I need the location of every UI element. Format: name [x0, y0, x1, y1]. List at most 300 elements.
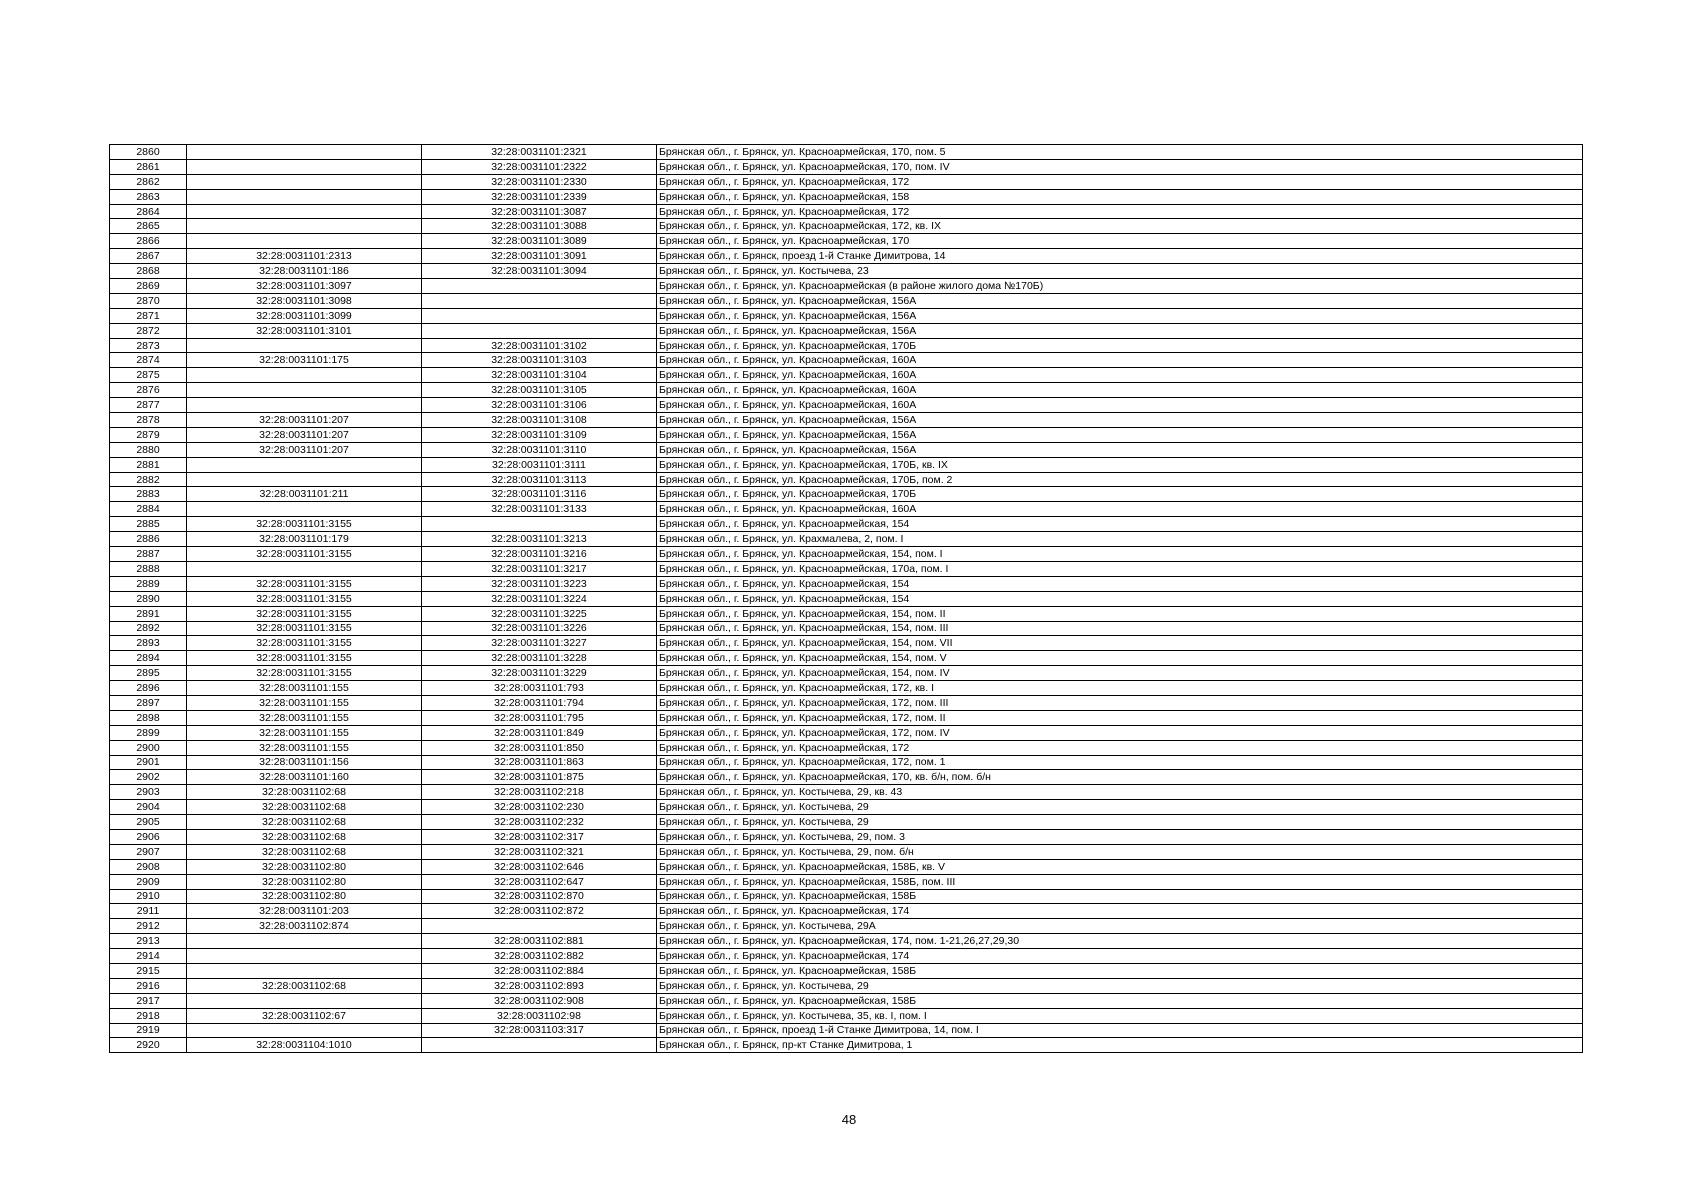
address-cell: Брянская обл., г. Брянск, ул. Красноармейская, 154, пом. V [657, 651, 1583, 666]
source-cadastral-number-cell [187, 502, 422, 517]
cadastral-number-cell [422, 308, 657, 323]
source-cadastral-number-cell: 32:28:0031101:3155 [187, 606, 422, 621]
row-number-cell: 2866 [110, 234, 187, 249]
source-cadastral-number-cell [187, 145, 422, 160]
source-cadastral-number-cell: 32:28:0031102:80 [187, 889, 422, 904]
table-row [110, 145, 1583, 160]
address-cell: Брянская обл., г. Брянск, проезд 1-й Станке Димитрова, 14, пом. I [657, 1023, 1583, 1038]
source-cadastral-number-cell: 32:28:0031101:179 [187, 532, 422, 547]
cadastral-number-cell: 32:28:0031101:794 [422, 695, 657, 710]
address-cell: Брянская обл., г. Брянск, ул. Красноармейская, 156А [657, 442, 1583, 457]
registry-table [109, 144, 1583, 1053]
address-cell: Брянская обл., г. Брянск, ул. Красноармейская, 170Б, кв. IX [657, 457, 1583, 472]
source-cadastral-number-cell: 32:28:0031101:160 [187, 770, 422, 785]
address-cell: Брянская обл., г. Брянск, ул. Красноармейская (в районе жилого дома №170Б) [657, 279, 1583, 294]
address-cell: Брянская обл., г. Брянск, ул. Красноармейская, 156А [657, 427, 1583, 442]
table-row [110, 234, 1583, 249]
table-row [110, 487, 1583, 502]
cadastral-number-cell: 32:28:0031102:230 [422, 800, 657, 815]
row-number-cell: 2887 [110, 547, 187, 562]
cadastral-number-cell: 32:28:0031101:2330 [422, 174, 657, 189]
table-row [110, 859, 1583, 874]
row-number-cell: 2905 [110, 815, 187, 830]
source-cadastral-number-cell: 32:28:0031102:68 [187, 815, 422, 830]
cadastral-number-cell: 32:28:0031101:3111 [422, 457, 657, 472]
address-cell: Брянская обл., г. Брянск, ул. Красноармейская, 170а, пом. I [657, 561, 1583, 576]
cadastral-number-cell: 32:28:0031102:893 [422, 978, 657, 993]
cadastral-number-cell: 32:28:0031102:646 [422, 859, 657, 874]
table-row [110, 249, 1583, 264]
row-number-cell: 2871 [110, 308, 187, 323]
table-row [110, 606, 1583, 621]
source-cadastral-number-cell [187, 368, 422, 383]
cadastral-number-cell: 32:28:0031101:3104 [422, 368, 657, 383]
address-cell: Брянская обл., г. Брянск, ул. Крахмалева, 2, пом. I [657, 532, 1583, 547]
source-cadastral-number-cell: 32:28:0031102:68 [187, 978, 422, 993]
source-cadastral-number-cell: 32:28:0031101:3155 [187, 651, 422, 666]
row-number-cell: 2915 [110, 963, 187, 978]
address-cell: Брянская обл., г. Брянск, ул. Красноармейская, 172, пом. II [657, 710, 1583, 725]
row-number-cell: 2883 [110, 487, 187, 502]
source-cadastral-number-cell: 32:28:0031101:3099 [187, 308, 422, 323]
cadastral-number-cell: 32:28:0031102:908 [422, 993, 657, 1008]
address-cell: Брянская обл., г. Брянск, ул. Красноармейская, 170Б [657, 487, 1583, 502]
table-row [110, 413, 1583, 428]
table-row [110, 532, 1583, 547]
cadastral-number-cell: 32:28:0031101:3216 [422, 547, 657, 562]
cadastral-number-cell: 32:28:0031101:3094 [422, 264, 657, 279]
source-cadastral-number-cell [187, 189, 422, 204]
address-cell: Брянская обл., г. Брянск, ул. Красноармейская, 172, кв. I [657, 681, 1583, 696]
row-number-cell: 2884 [110, 502, 187, 517]
cadastral-number-cell: 32:28:0031102:870 [422, 889, 657, 904]
address-cell: Брянская обл., г. Брянск, ул. Красноармейская, 170 [657, 234, 1583, 249]
row-number-cell: 2914 [110, 949, 187, 964]
row-number-cell: 2898 [110, 710, 187, 725]
table-row [110, 785, 1583, 800]
source-cadastral-number-cell: 32:28:0031101:3097 [187, 279, 422, 294]
row-number-cell: 2863 [110, 189, 187, 204]
row-number-cell: 2896 [110, 681, 187, 696]
row-number-cell: 2868 [110, 264, 187, 279]
table-row [110, 368, 1583, 383]
source-cadastral-number-cell [187, 383, 422, 398]
cadastral-number-cell: 32:28:0031101:849 [422, 725, 657, 740]
cadastral-number-cell: 32:28:0031101:850 [422, 740, 657, 755]
row-number-cell: 2869 [110, 279, 187, 294]
cadastral-number-cell: 32:28:0031101:3225 [422, 606, 657, 621]
row-number-cell: 2882 [110, 472, 187, 487]
address-cell: Брянская обл., г. Брянск, ул. Красноармейская, 170Б [657, 338, 1583, 353]
cadastral-number-cell [422, 919, 657, 934]
table-row [110, 338, 1583, 353]
table-row [110, 755, 1583, 770]
source-cadastral-number-cell: 32:28:0031102:80 [187, 874, 422, 889]
source-cadastral-number-cell [187, 561, 422, 576]
source-cadastral-number-cell [187, 204, 422, 219]
address-cell: Брянская обл., г. Брянск, ул. Красноармейская, 156А [657, 293, 1583, 308]
cadastral-number-cell: 32:28:0031101:3106 [422, 398, 657, 413]
address-cell: Брянская обл., г. Брянск, ул. Костычева, 29, пом. б/н [657, 844, 1583, 859]
row-number-cell: 2889 [110, 576, 187, 591]
address-cell: Брянская обл., г. Брянск, ул. Костычева, 29 [657, 800, 1583, 815]
table-row [110, 547, 1583, 562]
table-row [110, 1008, 1583, 1023]
cadastral-number-cell: 32:28:0031101:2339 [422, 189, 657, 204]
row-number-cell: 2864 [110, 204, 187, 219]
row-number-cell: 2876 [110, 383, 187, 398]
cadastral-number-cell: 32:28:0031102:218 [422, 785, 657, 800]
source-cadastral-number-cell: 32:28:0031101:3155 [187, 517, 422, 532]
cadastral-number-cell: 32:28:0031101:3089 [422, 234, 657, 249]
row-number-cell: 2892 [110, 621, 187, 636]
row-number-cell: 2908 [110, 859, 187, 874]
table-row [110, 561, 1583, 576]
cadastral-number-cell: 32:28:0031101:3217 [422, 561, 657, 576]
address-cell: Брянская обл., г. Брянск, ул. Костычева, 35, кв. I, пом. I [657, 1008, 1583, 1023]
address-cell: Брянская обл., г. Брянск, ул. Красноармейская, 154 [657, 591, 1583, 606]
row-number-cell: 2913 [110, 934, 187, 949]
source-cadastral-number-cell [187, 963, 422, 978]
table-row [110, 576, 1583, 591]
table-row [110, 398, 1583, 413]
cadastral-number-cell: 32:28:0031101:3113 [422, 472, 657, 487]
table-row [110, 829, 1583, 844]
address-cell: Брянская обл., г. Брянск, ул. Красноармейская, 172 [657, 204, 1583, 219]
source-cadastral-number-cell: 32:28:0031101:155 [187, 725, 422, 740]
table-row [110, 591, 1583, 606]
table-row [110, 159, 1583, 174]
row-number-cell: 2895 [110, 666, 187, 681]
table-row [110, 889, 1583, 904]
source-cadastral-number-cell [187, 398, 422, 413]
row-number-cell: 2916 [110, 978, 187, 993]
table-row [110, 502, 1583, 517]
row-number-cell: 2900 [110, 740, 187, 755]
address-cell: Брянская обл., г. Брянск, ул. Красноармейская, 154, пом. VII [657, 636, 1583, 651]
table-row [110, 993, 1583, 1008]
table-row [110, 725, 1583, 740]
cadastral-number-cell: 32:28:0031101:793 [422, 681, 657, 696]
row-number-cell: 2903 [110, 785, 187, 800]
table-row [110, 279, 1583, 294]
row-number-cell: 2861 [110, 159, 187, 174]
cadastral-number-cell: 32:28:0031101:3105 [422, 383, 657, 398]
address-cell: Брянская обл., г. Брянск, ул. Красноармейская, 172 [657, 174, 1583, 189]
table-row [110, 353, 1583, 368]
source-cadastral-number-cell: 32:28:0031101:3155 [187, 576, 422, 591]
row-number-cell: 2870 [110, 293, 187, 308]
cadastral-number-cell: 32:28:0031101:875 [422, 770, 657, 785]
row-number-cell: 2885 [110, 517, 187, 532]
table-row [110, 695, 1583, 710]
source-cadastral-number-cell: 32:28:0031101:2313 [187, 249, 422, 264]
cadastral-number-cell: 32:28:0031101:795 [422, 710, 657, 725]
address-cell: Брянская обл., г. Брянск, ул. Красноармейская, 158Б [657, 963, 1583, 978]
row-number-cell: 2918 [110, 1008, 187, 1023]
row-number-cell: 2879 [110, 427, 187, 442]
address-cell: Брянская обл., г. Брянск, ул. Костычева, 23 [657, 264, 1583, 279]
table-row [110, 174, 1583, 189]
cadastral-number-cell: 32:28:0031102:98 [422, 1008, 657, 1023]
table-row [110, 1038, 1583, 1053]
source-cadastral-number-cell: 32:28:0031104:1010 [187, 1038, 422, 1053]
cadastral-number-cell: 32:28:0031102:647 [422, 874, 657, 889]
address-cell: Брянская обл., г. Брянск, ул. Костычева, 29, кв. 43 [657, 785, 1583, 800]
table-row [110, 978, 1583, 993]
cadastral-number-cell: 32:28:0031101:3224 [422, 591, 657, 606]
table-row [110, 681, 1583, 696]
source-cadastral-number-cell: 32:28:0031101:155 [187, 740, 422, 755]
table-row [110, 666, 1583, 681]
address-cell: Брянская обл., г. Брянск, ул. Красноармейская, 154, пом. IV [657, 666, 1583, 681]
cadastral-number-cell: 32:28:0031101:3102 [422, 338, 657, 353]
row-number-cell: 2909 [110, 874, 187, 889]
cadastral-number-cell [422, 323, 657, 338]
table-row [110, 621, 1583, 636]
row-number-cell: 2886 [110, 532, 187, 547]
source-cadastral-number-cell: 32:28:0031101:3101 [187, 323, 422, 338]
address-cell: Брянская обл., г. Брянск, ул. Красноармейская, 174, пом. 1-21,26,27,29,30 [657, 934, 1583, 949]
address-cell: Брянская обл., г. Брянск, ул. Красноармейская, 160А [657, 398, 1583, 413]
address-cell: Брянская обл., г. Брянск, ул. Красноармейская, 154, пом. II [657, 606, 1583, 621]
address-cell: Брянская обл., г. Брянск, ул. Красноармейская, 160А [657, 502, 1583, 517]
cadastral-number-cell: 32:28:0031101:2321 [422, 145, 657, 160]
row-number-cell: 2867 [110, 249, 187, 264]
address-cell: Брянская обл., г. Брянск, ул. Костычева, 29 [657, 978, 1583, 993]
address-cell: Брянская обл., г. Брянск, ул. Красноармейская, 170, пом. IV [657, 159, 1583, 174]
table-row [110, 844, 1583, 859]
cadastral-number-cell: 32:28:0031101:3091 [422, 249, 657, 264]
source-cadastral-number-cell: 32:28:0031102:874 [187, 919, 422, 934]
table-row [110, 1023, 1583, 1038]
source-cadastral-number-cell: 32:28:0031101:156 [187, 755, 422, 770]
cadastral-number-cell: 32:28:0031101:3088 [422, 219, 657, 234]
address-cell: Брянская обл., г. Брянск, ул. Красноармейская, 170, кв. б/н, пом. б/н [657, 770, 1583, 785]
source-cadastral-number-cell: 32:28:0031101:3155 [187, 621, 422, 636]
row-number-cell: 2865 [110, 219, 187, 234]
source-cadastral-number-cell: 32:28:0031101:207 [187, 442, 422, 457]
source-cadastral-number-cell: 32:28:0031101:155 [187, 695, 422, 710]
row-number-cell: 2920 [110, 1038, 187, 1053]
row-number-cell: 2877 [110, 398, 187, 413]
page-number: 48 [841, 1112, 857, 1127]
table-row [110, 710, 1583, 725]
table-row [110, 204, 1583, 219]
source-cadastral-number-cell [187, 219, 422, 234]
cadastral-number-cell: 32:28:0031101:3223 [422, 576, 657, 591]
source-cadastral-number-cell: 32:28:0031102:67 [187, 1008, 422, 1023]
source-cadastral-number-cell: 32:28:0031101:203 [187, 904, 422, 919]
address-cell: Брянская обл., г. Брянск, ул. Красноармейская, 172, кв. IX [657, 219, 1583, 234]
cadastral-number-cell: 32:28:0031103:317 [422, 1023, 657, 1038]
cadastral-number-cell: 32:28:0031102:882 [422, 949, 657, 964]
source-cadastral-number-cell: 32:28:0031101:175 [187, 353, 422, 368]
address-cell: Брянская обл., г. Брянск, ул. Красноармейская, 170Б, пом. 2 [657, 472, 1583, 487]
address-cell: Брянская обл., г. Брянск, ул. Красноармейская, 156А [657, 323, 1583, 338]
row-number-cell: 2902 [110, 770, 187, 785]
table-row [110, 427, 1583, 442]
cadastral-number-cell: 32:28:0031101:3229 [422, 666, 657, 681]
address-cell: Брянская обл., г. Брянск, проезд 1-й Станке Димитрова, 14 [657, 249, 1583, 264]
cadastral-number-cell: 32:28:0031101:3228 [422, 651, 657, 666]
source-cadastral-number-cell [187, 934, 422, 949]
address-cell: Брянская обл., г. Брянск, ул. Красноармейская, 154 [657, 576, 1583, 591]
cadastral-number-cell: 32:28:0031101:3108 [422, 413, 657, 428]
source-cadastral-number-cell: 32:28:0031101:155 [187, 710, 422, 725]
row-number-cell: 2875 [110, 368, 187, 383]
address-cell: Брянская обл., г. Брянск, ул. Красноармейская, 158Б, пом. III [657, 874, 1583, 889]
address-cell: Брянская обл., г. Брянск, ул. Красноармейская, 158Б, кв. V [657, 859, 1583, 874]
source-cadastral-number-cell: 32:28:0031101:207 [187, 427, 422, 442]
table-row [110, 323, 1583, 338]
address-cell: Брянская обл., г. Брянск, ул. Костычева, 29А [657, 919, 1583, 934]
table-row [110, 815, 1583, 830]
row-number-cell: 2912 [110, 919, 187, 934]
row-number-cell: 2893 [110, 636, 187, 651]
address-cell: Брянская обл., г. Брянск, ул. Красноармейская, 172, пом. 1 [657, 755, 1583, 770]
cadastral-number-cell: 32:28:0031101:3226 [422, 621, 657, 636]
row-number-cell: 2874 [110, 353, 187, 368]
address-cell: Брянская обл., г. Брянск, пр-кт Станке Димитрова, 1 [657, 1038, 1583, 1053]
address-cell: Брянская обл., г. Брянск, ул. Красноармейская, 172, пом. IV [657, 725, 1583, 740]
row-number-cell: 2910 [110, 889, 187, 904]
table-row [110, 874, 1583, 889]
row-number-cell: 2862 [110, 174, 187, 189]
cadastral-number-cell: 32:28:0031102:884 [422, 963, 657, 978]
row-number-cell: 2880 [110, 442, 187, 457]
row-number-cell: 2897 [110, 695, 187, 710]
address-cell: Брянская обл., г. Брянск, ул. Красноармейская, 154, пом. III [657, 621, 1583, 636]
address-cell: Брянская обл., г. Брянск, ул. Красноармейская, 174 [657, 949, 1583, 964]
table-body [110, 145, 1583, 1053]
table-row [110, 934, 1583, 949]
cadastral-number-cell [422, 517, 657, 532]
source-cadastral-number-cell: 32:28:0031102:80 [187, 859, 422, 874]
source-cadastral-number-cell: 32:28:0031101:3155 [187, 666, 422, 681]
row-number-cell: 2919 [110, 1023, 187, 1038]
address-cell: Брянская обл., г. Брянск, ул. Красноармейская, 156А [657, 413, 1583, 428]
cadastral-number-cell: 32:28:0031101:3116 [422, 487, 657, 502]
source-cadastral-number-cell [187, 338, 422, 353]
source-cadastral-number-cell: 32:28:0031102:68 [187, 800, 422, 815]
address-cell: Брянская обл., г. Брянск, ул. Красноармейская, 156А [657, 308, 1583, 323]
source-cadastral-number-cell [187, 457, 422, 472]
table-row [110, 963, 1583, 978]
address-cell: Брянская обл., г. Брянск, ул. Красноармейская, 170, пом. 5 [657, 145, 1583, 160]
table-row [110, 949, 1583, 964]
cadastral-number-cell: 32:28:0031102:317 [422, 829, 657, 844]
address-cell: Брянская обл., г. Брянск, ул. Красноармейская, 154, пом. I [657, 547, 1583, 562]
row-number-cell: 2917 [110, 993, 187, 1008]
source-cadastral-number-cell: 32:28:0031101:3155 [187, 591, 422, 606]
source-cadastral-number-cell: 32:28:0031102:68 [187, 844, 422, 859]
row-number-cell: 2906 [110, 829, 187, 844]
cadastral-number-cell: 32:28:0031102:881 [422, 934, 657, 949]
table-row [110, 308, 1583, 323]
address-cell: Брянская обл., г. Брянск, ул. Красноармейская, 174 [657, 904, 1583, 919]
address-cell: Брянская обл., г. Брянск, ул. Красноармейская, 160А [657, 383, 1583, 398]
table-row [110, 651, 1583, 666]
row-number-cell: 2881 [110, 457, 187, 472]
address-cell: Брянская обл., г. Брянск, ул. Красноармейская, 160А [657, 353, 1583, 368]
row-number-cell: 2901 [110, 755, 187, 770]
address-cell: Брянская обл., г. Брянск, ул. Костычева, 29, пом. 3 [657, 829, 1583, 844]
source-cadastral-number-cell [187, 1023, 422, 1038]
row-number-cell: 2907 [110, 844, 187, 859]
row-number-cell: 2888 [110, 561, 187, 576]
table-row [110, 800, 1583, 815]
cadastral-number-cell [422, 293, 657, 308]
row-number-cell: 2891 [110, 606, 187, 621]
row-number-cell: 2872 [110, 323, 187, 338]
cadastral-number-cell: 32:28:0031102:232 [422, 815, 657, 830]
row-number-cell: 2911 [110, 904, 187, 919]
table-row [110, 457, 1583, 472]
cadastral-number-cell [422, 279, 657, 294]
source-cadastral-number-cell: 32:28:0031101:155 [187, 681, 422, 696]
address-cell: Брянская обл., г. Брянск, ул. Красноармейская, 158 [657, 189, 1583, 204]
address-cell: Брянская обл., г. Брянск, ул. Красноармейская, 172 [657, 740, 1583, 755]
cadastral-number-cell: 32:28:0031101:3109 [422, 427, 657, 442]
row-number-cell: 2860 [110, 145, 187, 160]
table-row [110, 189, 1583, 204]
source-cadastral-number-cell: 32:28:0031102:68 [187, 829, 422, 844]
address-cell: Брянская обл., г. Брянск, ул. Красноармейская, 158Б [657, 993, 1583, 1008]
source-cadastral-number-cell [187, 472, 422, 487]
source-cadastral-number-cell: 32:28:0031101:3155 [187, 636, 422, 651]
table-row [110, 383, 1583, 398]
cadastral-number-cell: 32:28:0031102:321 [422, 844, 657, 859]
table-row [110, 904, 1583, 919]
table-row [110, 472, 1583, 487]
source-cadastral-number-cell: 32:28:0031101:211 [187, 487, 422, 502]
address-cell: Брянская обл., г. Брянск, ул. Красноармейская, 160А [657, 368, 1583, 383]
address-cell: Брянская обл., г. Брянск, ул. Красноармейская, 154 [657, 517, 1583, 532]
row-number-cell: 2890 [110, 591, 187, 606]
row-number-cell: 2873 [110, 338, 187, 353]
table-row [110, 517, 1583, 532]
table-row [110, 770, 1583, 785]
source-cadastral-number-cell [187, 159, 422, 174]
source-cadastral-number-cell: 32:28:0031101:207 [187, 413, 422, 428]
cadastral-number-cell: 32:28:0031101:3103 [422, 353, 657, 368]
table-row [110, 919, 1583, 934]
source-cadastral-number-cell [187, 949, 422, 964]
source-cadastral-number-cell: 32:28:0031101:3098 [187, 293, 422, 308]
table-row [110, 293, 1583, 308]
cadastral-number-cell [422, 1038, 657, 1053]
table-row [110, 636, 1583, 651]
source-cadastral-number-cell: 32:28:0031101:3155 [187, 547, 422, 562]
row-number-cell: 2894 [110, 651, 187, 666]
cadastral-number-cell: 32:28:0031101:3087 [422, 204, 657, 219]
source-cadastral-number-cell [187, 174, 422, 189]
row-number-cell: 2878 [110, 413, 187, 428]
cadastral-number-cell: 32:28:0031101:863 [422, 755, 657, 770]
source-cadastral-number-cell: 32:28:0031102:68 [187, 785, 422, 800]
address-cell: Брянская обл., г. Брянск, ул. Красноармейская, 172, пом. III [657, 695, 1583, 710]
cadastral-number-cell: 32:28:0031101:3133 [422, 502, 657, 517]
source-cadastral-number-cell [187, 993, 422, 1008]
table-row [110, 442, 1583, 457]
source-cadastral-number-cell: 32:28:0031101:186 [187, 264, 422, 279]
source-cadastral-number-cell [187, 234, 422, 249]
address-cell: Брянская обл., г. Брянск, ул. Костычева, 29 [657, 815, 1583, 830]
cadastral-number-cell: 32:28:0031101:2322 [422, 159, 657, 174]
cadastral-number-cell: 32:28:0031101:3227 [422, 636, 657, 651]
row-number-cell: 2904 [110, 800, 187, 815]
